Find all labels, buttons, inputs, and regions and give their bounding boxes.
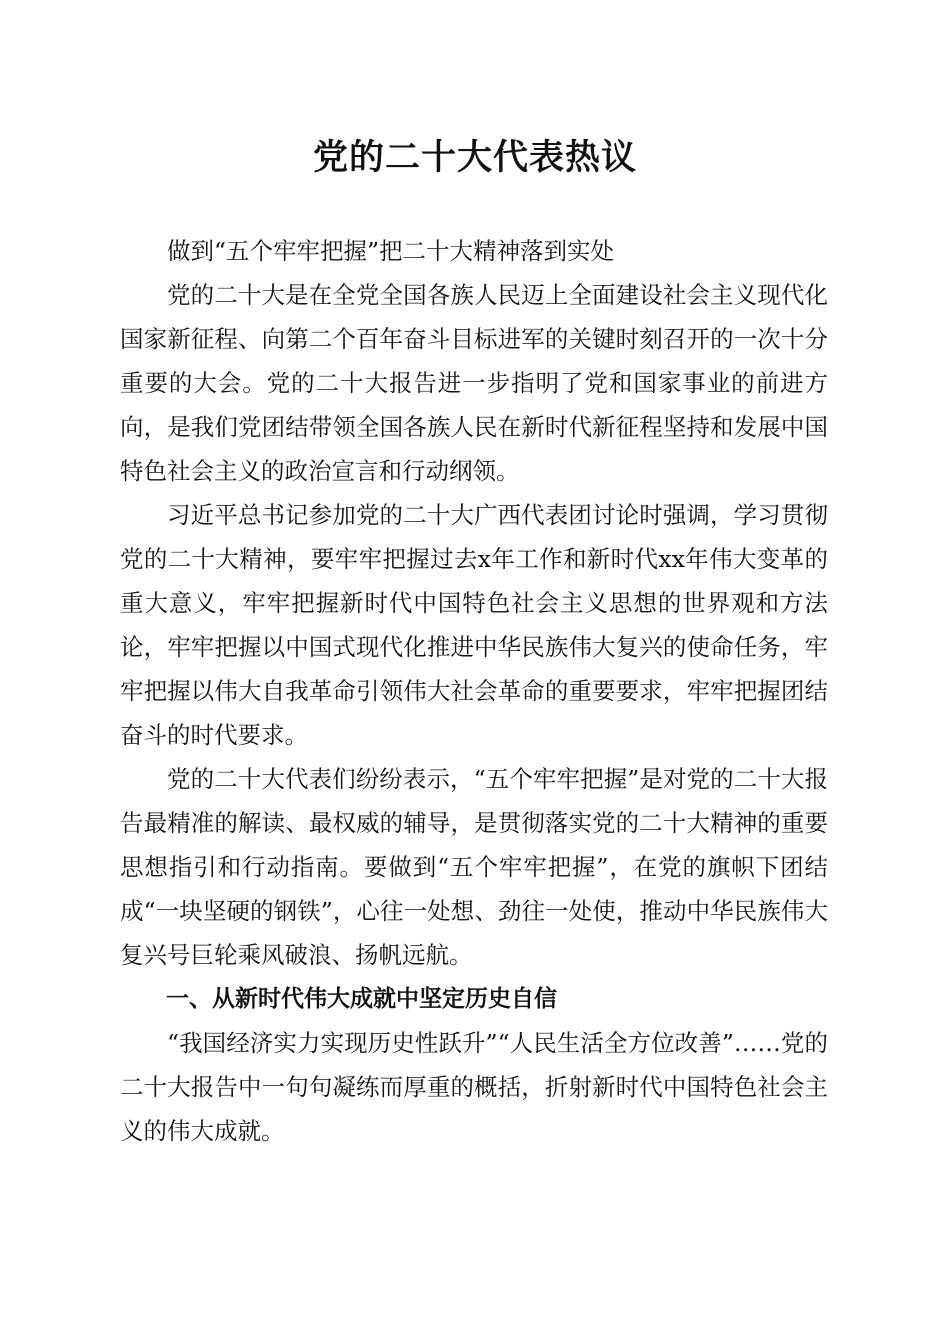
paragraph-3: 党的二十大代表们纷纷表示，“五个牢牢把握”是对党的二十大报告最精准的解读、最权威的辅导，是贯彻落实党的二十大精神的重要思想指引和行动指南。要做到“五个牢牢把握”，在党的旗帜下团结成“一块坚硬的钢铁”，心往一处想、劲往一处使，推动中华民族伟大复兴号巨轮乘风破浪、扬帆远航。: [120, 765, 828, 969]
section-heading: 一、从新时代伟大成就中坚定历史自信: [166, 986, 557, 1012]
subtitle-line: 做到“五个牢牢把握”把二十大精神落到实处: [167, 237, 615, 265]
paragraph-2: 习近平总书记参加党的二十大广西代表团讨论时强调，学习贯彻党的二十大精神，要牢牢把握过去x年工作和新时代xx年伟大变革的重大意义，牢牢把握新时代中国特色社会主义思想的世界观和方法论，牢牢把握以中国式现代化推进中华民族伟大复兴的使命任务，牢牢把握以伟大自我革命引领伟大社会革命的重要要求，牢牢把握团结奋斗的时代要求。: [120, 501, 828, 749]
paragraph-1: 党的二十大是在全党全国各族人民迈上全面建设社会主义现代化国家新征程、向第二个百年奋斗目标进军的关键时刻召开的一次十分重要的大会。党的二十大报告进一步指明了党和国家事业的前进方向，是我们党团结带领全国各族人民在新时代新征程坚持和发展中国特色社会主义的政治宣言和行动纲领。: [120, 281, 828, 485]
document-title: 党的二十大代表热议: [312, 137, 637, 178]
section-paragraph: “我国经济实力实现历史性跃升”“人民生活全方位改善”……党的二十大报告中一句句凝练而厚重的概括，折射新时代中国特色社会主义的伟大成就。: [120, 1029, 828, 1145]
document-body: [120, 229, 828, 1153]
